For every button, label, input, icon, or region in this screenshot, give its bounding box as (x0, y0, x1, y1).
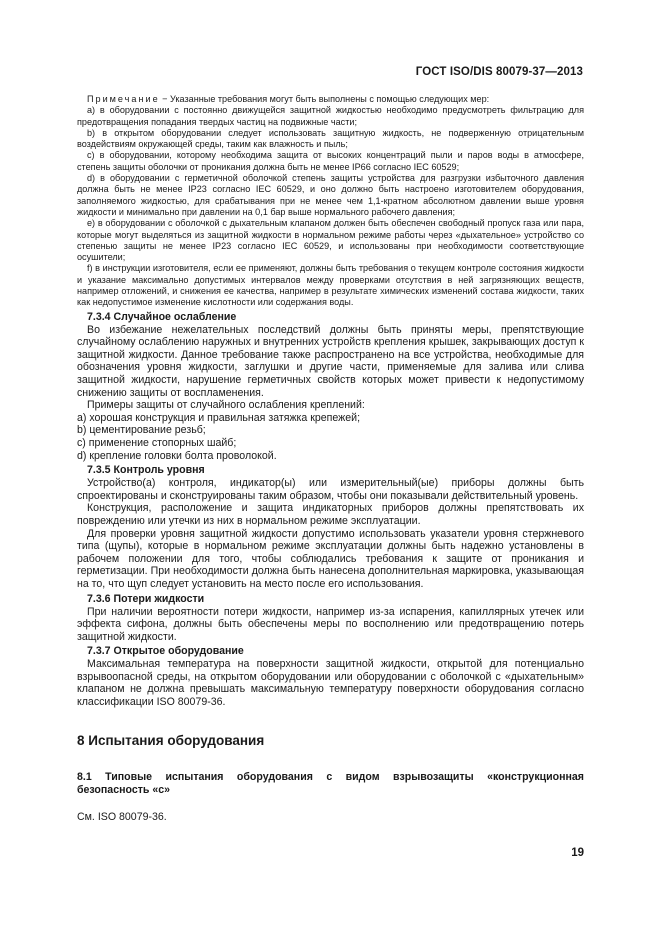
document-header: ГОСТ ISO/DIS 80079-37—2013 (415, 66, 583, 78)
section-7-3-4-paragraph-2: Примеры защиты от случайного ослабления креплений: (87, 399, 365, 412)
section-8-1-reference: См. ISO 80079-36. (77, 810, 167, 823)
section-7-3-4-paragraph-1: Во избежание нежелательных последствий должны быть приняты меры, препятствующие случайному ослаблению наружных и внутренних устройств крепления крышек, закрывающих доступ к защитной жидкости. Данное требование также распространено на все устройства, необходимые для обозначения уровня жидкости, заглушки и другие части, применяемые для залива или слива защитной жидкости, нарушение герметичных свойств которых может привести к недопустимому снижению защиты от воспламенения. (77, 323, 584, 399)
page-number: 19 (571, 847, 584, 859)
section-7-3-7-paragraph-1: Максимальная температура на поверхности защитной жидкости, открытой для потенциально взрывоопасной среды, на открытом оборудовании или оборудовании с оболочкой с «дыхательным» клапаном не должна превышать максимальную температуру поверхности оборудования согласно классификации ISO 80079-36. (77, 658, 584, 709)
section-7-3-6-paragraph-1: При наличии вероятности потери жидкости, например из-за испарения, капиллярных утечек или эффекта сифона, должны быть обеспечены меры по восполнению или предотвращению потерь защитной жидкости. (77, 605, 584, 643)
note-item-c: c) в оборудовании, которому необходима защита от высоких концентраций пыли и паров воды в атмосфере, степень защиты оболочки от проникания должна быть не менее IP66 согласно IEC 60529; (77, 150, 584, 172)
list-item-c: c) применение стопорных шайб; (77, 436, 237, 449)
list-item-d: d) крепление головки болта проволокой. (77, 449, 277, 462)
note-intro-text: − Указанные требования могут быть выполнены с помощью следующих мер: (159, 94, 490, 104)
note-item-b: b) в открытом оборудовании следует использовать защитную жидкость, не подверженную отрицательным воздействиям окружающей среды, таким как влажность и пыль; (77, 127, 584, 150)
section-7-3-4-title: 7.3.4 Случайное ослабление (87, 310, 237, 323)
document-body (77, 94, 584, 823)
section-7-3-7-title: 7.3.7 Открытое оборудование (87, 645, 244, 658)
note-item-a: a) в оборудовании с постоянно движущейся защитной жидкостью необходимо предусмотреть фильтрацию для предотвращения попадания твердых частиц на подвижные части; (77, 105, 584, 127)
note-item-e: e) в оборудовании с оболочкой с дыхательным клапаном должен быть обеспечен свободный пропуск газа или пара, которые могут выделяться из защитной жидкости в нормальном режиме работы через «дыхательное» устройство со степенью защиты не менее IP23 согласно IEC 60529, и использованы при необходимости соответствующие осушители; (77, 218, 584, 263)
section-7-3-5-title: 7.3.5 Контроль уровня (87, 464, 205, 477)
list-item-b: b) цементирование резьб; (77, 424, 206, 437)
section-8-1-title: 8.1 Типовые испытания оборудования с видом взрывозащиты «конструкционная безопасность «c» (77, 770, 584, 797)
note-item-f: f) в инструкции изготовителя, если ее применяют, должны быть требования о текущем контроле состояния жидкости и указание максимально допустимых интервалов между проверками отсутствия в ней загрязняющих веществ, например отложений, и снижения ее качества, например в результате химических изменений состава жидкости, таких как недопустимое изменение кислотности или содержания воды. (77, 263, 584, 308)
section-7-3-5-paragraph-1: Устройство(а) контроля, индикатор(ы) или измерительный(ые) приборы должны быть спроектированы и сконструированы таким образом, чтобы они показывали действительный уровень. (77, 477, 584, 502)
note-item-d: d) в оборудовании с герметичной оболочкой степень защиты устройства для разгрузки избыточного давления должна быть не менее IP23 согласно IEC 60529, и оно должно быть настроено изготовителем оборудования, заполняемого жидкостью, для срабатывания при не менее чем 1,1-кратном абсолютном давлении выше уровня жидкости и минимально при давлении на 0,1 бар выше нормального рабочего давления; (77, 173, 584, 217)
section-7-3-6-title: 7.3.6 Потери жидкости (87, 592, 205, 605)
note-intro (77, 94, 584, 105)
section-7-3-5-paragraph-2: Конструкция, расположение и защита индикаторных приборов должны препятствовать их повреждению или утечки из них в нормальном режиме эксплуатации. (77, 502, 584, 527)
note-label: Примечание (87, 94, 160, 104)
section-8-title: 8 Испытания оборудования (77, 732, 265, 748)
section-7-3-5-paragraph-3: Для проверки уровня защитной жидкости допустимо использовать указатели уровня стержневого типа (щупы), которые в нормальном режиме эксплуатации должны быть надежно установлены в рабочем положении для того, чтобы соблюдались требования к защите от проникания и герметизации. При необходимости должна быть нанесена дополнительная маркировка, указывающая на то, что щуп следует установить на место после его использования. (77, 527, 584, 590)
list-item-a: a) хорошая конструкция и правильная затяжка крепежей; (77, 411, 361, 424)
